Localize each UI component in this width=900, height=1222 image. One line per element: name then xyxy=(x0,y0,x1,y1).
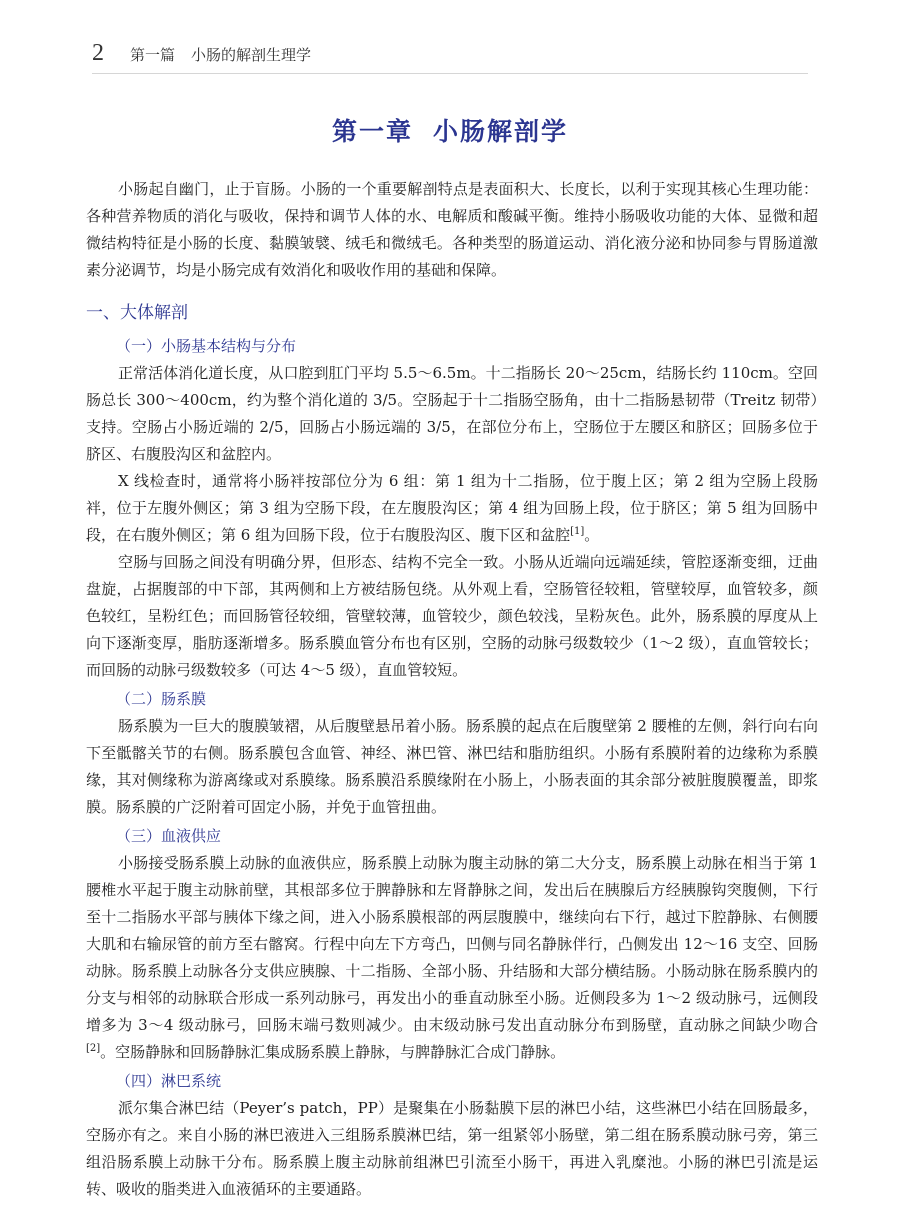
paragraph-lymph: 派尔集合淋巴结（Peyer’s patch，PP）是聚集在小肠黏膜下层的淋巴小结，这些淋巴小结在回肠最多，空肠亦有之。来自小肠的淋巴液进入三组肠系膜淋巴结，第一组紧邻小肠壁，第二组在肠系膜动脉弓旁，第三组沿肠系膜上动脉干分布。肠系膜上腹主动脉前组淋巴引流至小肠干，再进入乳糜池。小肠的淋巴引流是运转、吸收的脂类进入血液循环的主要通路。 xyxy=(86,1099,818,1198)
paragraph-blood-supply-text: 小肠接受肠系膜上动脉的血液供应，肠系膜上动脉为腹主动脉的第二大分支，肠系膜上动脉在相当于第 1 腰椎水平起于腹主动脉前壁，其根部多位于脾静脉和左肾静脉之间，发出后在胰腺后方经胰腺钩突腹侧，下行至十二指肠水平部与胰体下缘之间，进入小肠系膜根部的两层腹膜中，继续向右下行，越过下腔静脉、右侧腰大肌和右输尿管的前方至右髂窝。行程中向左下方弯凸，凹侧与同名静脉伴行，凸侧发出 12～16 支空、回肠动脉。肠系膜上动脉各分支供应胰腺、十二指肠、全部小肠、升结肠和大部分横结肠。小肠动脉在肠系膜内的分支与相邻的动脉联合形成一系列动脉弓，再发出小的垂直动脉至小肠。近侧段多为 1～2 级动脉弓，远侧段增多为 3～4 级动脉弓，回肠末端弓数则减少。由末级动脉弓发出直动脉分布到肠壁，直动脉之间缺少吻合 xyxy=(86,854,818,1034)
body-text xyxy=(86,176,818,1203)
chapter-label: 第一章 xyxy=(331,117,413,146)
intro-paragraph: 小肠起自幽门，止于盲肠。小肠的一个重要解剖特点是表面积大、长度长，以利于实现其核心生理功能：各种营养物质的消化与吸收，保持和调节人体的水、电解质和酸碱平衡。维持小肠吸收功能的大体、显微和超微结构特征是小肠的长度、黏膜皱襞、绒毛和微绒毛。各种类型的肠道运动、消化液分泌和协同参与胃肠道激素分泌调节，均是小肠完成有效消化和吸收作用的基础和保障。 xyxy=(86,180,818,279)
paragraph-mesentery: 肠系膜为一巨大的腹膜皱褶，从后腹壁悬吊着小肠。肠系膜的起点在后腹壁第 2 腰椎的左侧，斜行向右向下至骶髂关节的右侧。肠系膜包含血管、神经、淋巴管、淋巴结和脂肪组织。小肠有系膜附着的边缘称为系膜缘，其对侧缘称为游离缘或对系膜缘。肠系膜沿系膜缘附在小肠上，小肠表面的其余部分被脏腹膜覆盖，即浆膜。肠系膜的广泛附着可固定小肠，并免于血管扭曲。 xyxy=(86,717,818,816)
chapter-name: 小肠解剖学 xyxy=(433,117,569,146)
paragraph-xray-text: X 线检查时，通常将小肠袢按部位分为 6 组：第 1 组为十二指肠，位于腹上区；第 2 组为空肠上段肠袢，位于左腹外侧区；第 3 组为空肠下段，在左腹股沟区；第 4 组为回肠上段，位于脐区；第 5 组为回肠中段，在右腹外侧区；第 6 组为回肠下段，位于右腹股沟区、腹下区和盆腔 xyxy=(86,472,818,544)
paragraph-blood-supply xyxy=(86,850,818,1066)
running-title xyxy=(130,44,327,65)
subsection-heading-blood-supply: （三）血液供应 xyxy=(116,827,222,845)
section-heading: 一、大体解剖 xyxy=(86,303,188,323)
paragraph-length: 正常活体消化道长度，从口腔到肛门平均 5.5～6.5m。十二指肠长 20～25cm，结肠长约 110cm。空回肠总长 300～400cm，约为整个消化道的 3/5。空肠起于十二指肠空肠角，由十二指肠悬韧带（Treitz 韧带）支持。空肠占小肠近端的 2/5，回肠占小肠远端的 3/5，在部位分布上，空肠位于左腰区和脐区；回肠多位于脐区、右腹股沟区和盆腔内。 xyxy=(86,364,818,463)
subsection-heading-structure: （一）小肠基本结构与分布 xyxy=(116,337,297,355)
page-number: 2 xyxy=(92,40,104,66)
running-header xyxy=(92,40,808,74)
paragraph-xray-end: 。 xyxy=(584,526,600,544)
part-label: 第一篇 xyxy=(130,46,176,64)
paragraph-jejunum-ileum: 空肠与回肠之间没有明确分界，但形态、结构不完全一致。小肠从近端向远端延续，管腔逐渐变细，迂曲盘旋，占据腹部的中下部，其两侧和上方被结肠包绕。从外观上看，空肠管径较粗，管壁较厚，血管较多，颜色较红，呈粉红色；而回肠管径较细，管壁较薄，血管较少，颜色较浅，呈粉灰色。此外，肠系膜的厚度从上向下逐渐变厚，脂肪逐渐增多。肠系膜血管分布也有区别，空肠的动脉弓级数较少（1～2 级），直血管较长；而回肠的动脉弓级数较多（可达 4～5 级），直血管较短。 xyxy=(86,553,818,679)
chapter-title xyxy=(0,112,900,148)
part-title: 小肠的解剖生理学 xyxy=(191,46,312,64)
paragraph-blood-supply-end: 。空肠静脉和回肠静脉汇集成肠系膜上静脉，与脾静脉汇合成门静脉。 xyxy=(100,1043,566,1061)
subsection-heading-mesentery: （二）肠系膜 xyxy=(116,690,207,708)
citation-2: [2] xyxy=(86,1043,101,1054)
subsection-heading-lymph: （四）淋巴系统 xyxy=(116,1072,222,1090)
paragraph-xray xyxy=(86,468,818,549)
citation-1: [1] xyxy=(570,526,585,537)
